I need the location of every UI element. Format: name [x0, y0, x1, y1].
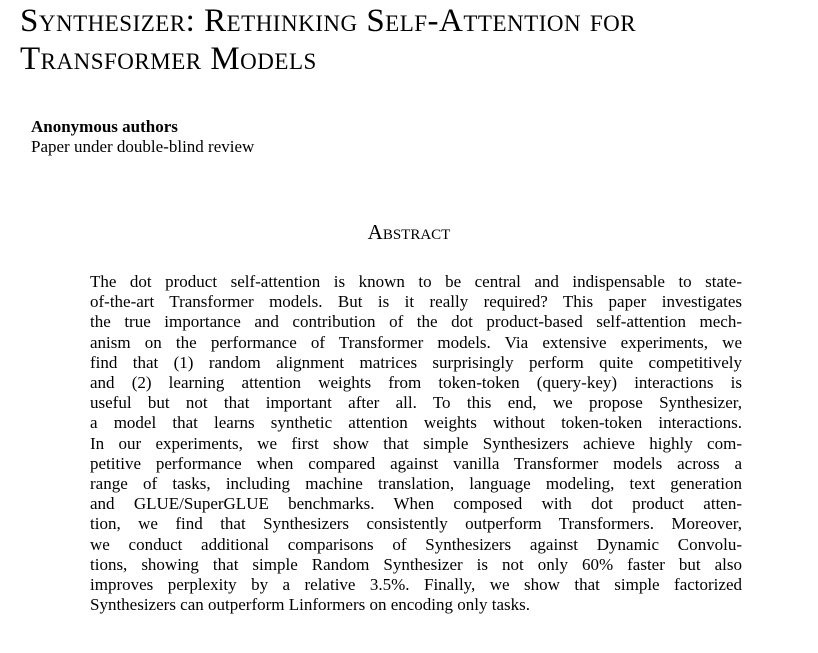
abstract-line: of-the-art Transformer models. But is it really required? This paper investigates [90, 292, 742, 312]
abstract-line: useful but not that important after all. To this end, we propose Synthesizer, [90, 393, 742, 413]
abstract-line: Synthesizers can outperform Linformers on encoding only tasks. [90, 595, 531, 615]
abstract-line: range of tasks, including machine translation, language modeling, text generation [90, 474, 742, 494]
abstract-line: anism on the performance of Transformer models. Via extensive experiments, we [90, 332, 742, 352]
abstract-line: the true importance and contribution of the dot product-based self-attention mech- [90, 312, 742, 332]
abstract-line: In our experiments, we first show that simple Synthesizers achieve highly com- [90, 433, 742, 453]
abstract-line: and (2) learning attention weights from token-token (query-key) interactions is [90, 373, 742, 393]
abstract-line: tion, we find that Synthesizers consistently outperform Transformers. Moreover, [90, 514, 742, 534]
abstract-heading: Abstract [367, 220, 451, 244]
abstract-line: petitive performance when compared against vanilla Transformer models across a [90, 453, 742, 473]
author-names: Anonymous authors [31, 117, 178, 136]
abstract-line: improves perplexity by a relative 3.5%. Finally, we show that simple factorized [90, 575, 742, 595]
abstract-line: find that (1) random alignment matrices surprisingly perform quite competitively [90, 352, 742, 372]
abstract-line: and GLUE/SuperGLUE benchmarks. When composed with dot product atten- [90, 494, 742, 514]
abstract-line: tions, showing that simple Random Synthesizer is not only 60% faster but also [90, 554, 742, 574]
paper-title [20, 2, 815, 78]
title-line: Transformer Models [20, 41, 317, 77]
abstract-line: The dot product self-attention is known to be central and indispensable to state- [90, 272, 742, 291]
title-line: Synthesizer: Rethinking Self-Attention for [20, 3, 637, 39]
abstract-line: we conduct additional comparisons of Synthesizers against Dynamic Convolu- [90, 534, 742, 554]
abstract-line: a model that learns synthetic attention weights without token-token interactions. [90, 413, 742, 433]
author-affiliation: Paper under double-blind review [31, 137, 255, 156]
author-block [31, 117, 254, 157]
abstract-body [90, 272, 742, 615]
